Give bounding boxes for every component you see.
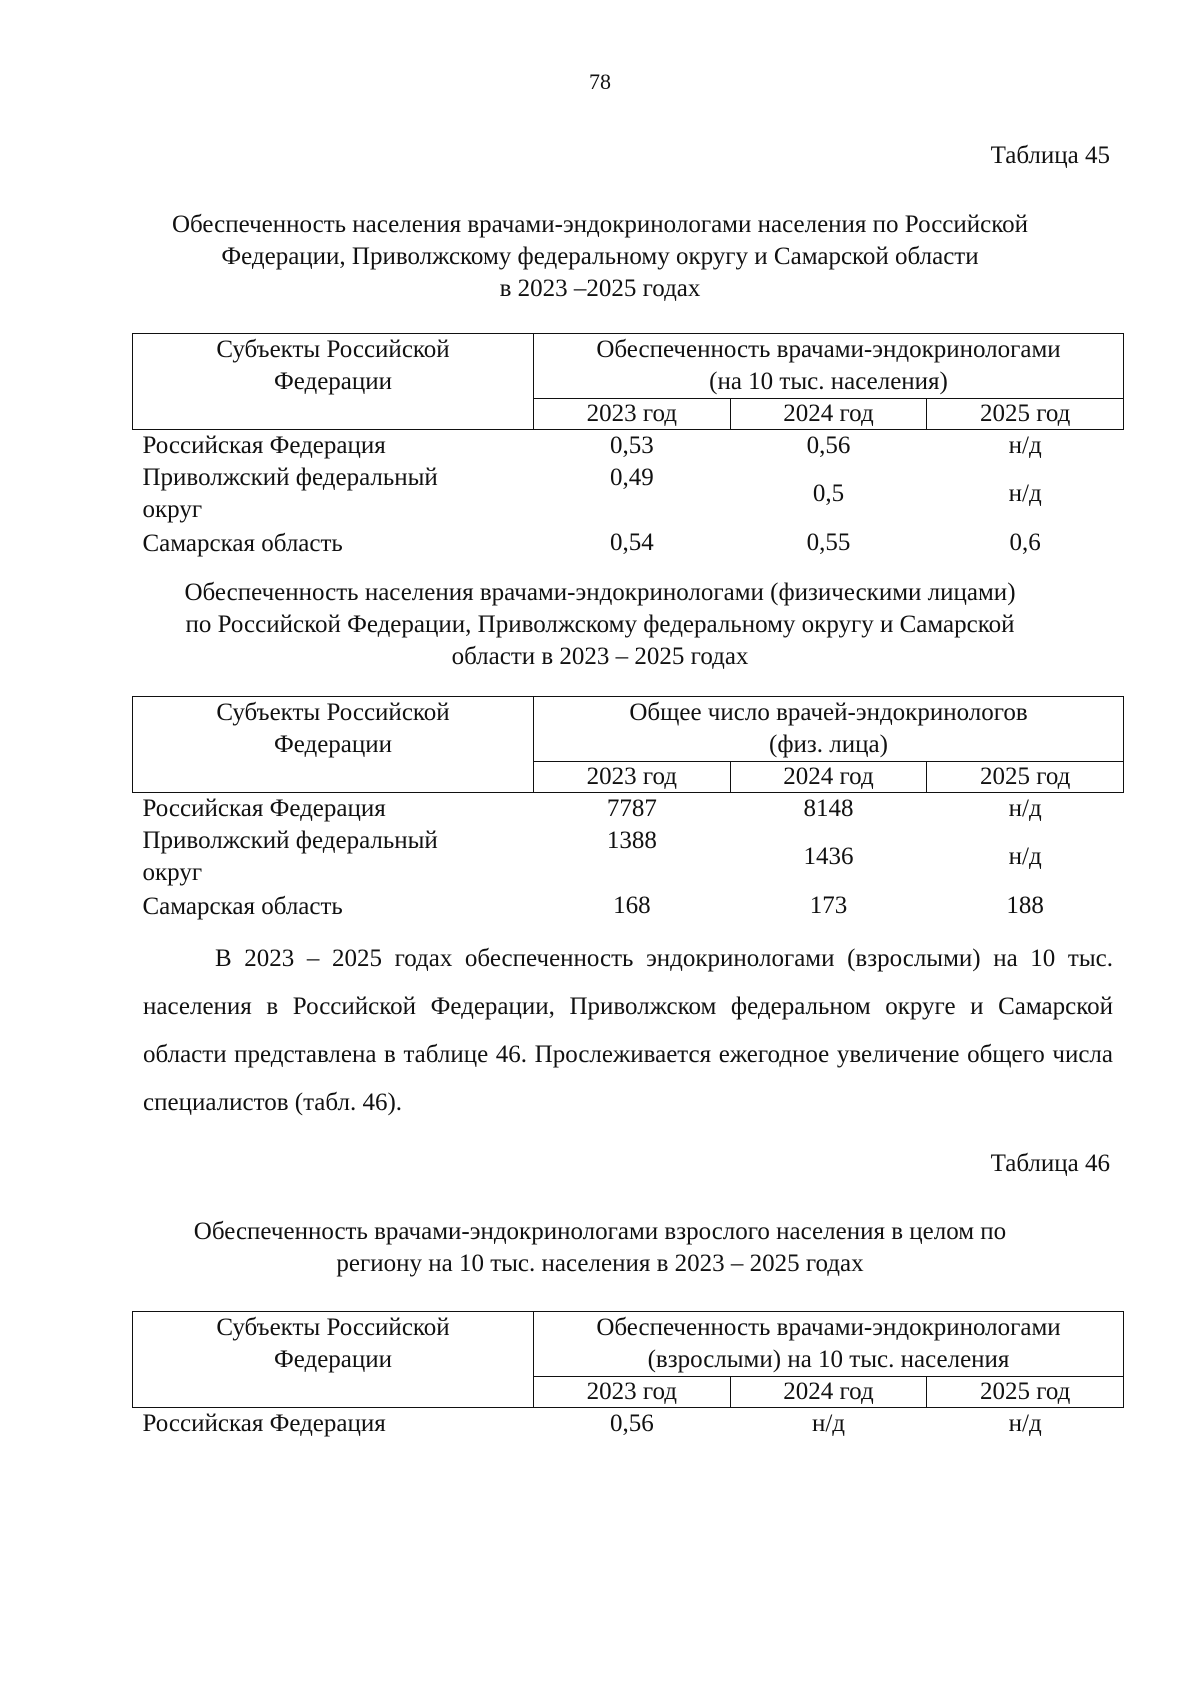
row-name	[133, 825, 534, 889]
header-subject-line: Субъекты Российской	[216, 336, 450, 363]
cell-value: н/д	[1008, 480, 1042, 507]
cell-value: 0,56	[806, 432, 851, 459]
header-year: 2025 год	[927, 1377, 1124, 1408]
cell-value: 7787	[606, 795, 657, 822]
table-row	[133, 793, 1124, 826]
cell-value: 173	[809, 892, 848, 919]
row-name: Самарская область	[142, 893, 343, 920]
header-group-line: Обеспеченность врачами-эндокринологами	[596, 1314, 1061, 1341]
table-row	[133, 430, 1124, 463]
cell-value: 0,56	[609, 1410, 654, 1437]
table-46-caption	[130, 1216, 1070, 1280]
cell-value: 0,54	[609, 529, 654, 556]
table-46-label: Таблица 46	[990, 1150, 1110, 1177]
header-group-line: (на 10 тыс. населения)	[709, 368, 948, 395]
row-name-line: округ	[142, 496, 203, 523]
header-group-line: (взрослыми) на 10 тыс. населения	[647, 1346, 1010, 1373]
table-46	[132, 1311, 1124, 1440]
table-45	[132, 333, 1124, 560]
header-year: 2023 год	[534, 762, 731, 793]
caption-line: по Российской Федерации, Приволжскому федеральному округу и Самарской	[185, 611, 1015, 638]
caption-line: в 2023 –2025 годах	[499, 275, 701, 302]
header-year: 2024 год	[730, 1377, 927, 1408]
cell-value: 168	[613, 892, 651, 919]
header-subject	[133, 334, 534, 430]
caption-line: Обеспеченность населения врачами-эндокринологами (физическими лицами)	[184, 579, 1016, 606]
row-name: Российская Федерация	[142, 432, 386, 459]
header-year: 2025 год	[927, 762, 1124, 793]
cell-value: н/д	[1008, 843, 1042, 870]
cell-value: 8148	[803, 795, 854, 822]
page-number: 78	[589, 69, 611, 94]
cell-value: 188	[1006, 892, 1044, 919]
table-row	[133, 462, 1124, 526]
body-paragraph: В 2023 – 2025 годах обеспеченность эндокринологами (взрослыми) на 10 тыс. населения в Российской Федерации, Приволжском федеральном округе и Самарской области представлена в таблице 46. Прослеживается ежегодное увеличение общего числа специалистов (табл. 46).	[143, 945, 1113, 1116]
header-year: 2024 год	[730, 399, 927, 430]
row-name: Российская Федерация	[142, 1410, 386, 1437]
header-subject	[133, 1312, 534, 1408]
cell-value: н/д	[1008, 795, 1042, 822]
cell-value: 0,6	[1009, 529, 1041, 556]
caption-line: области в 2023 – 2025 годах	[451, 643, 749, 670]
row-name-line: Приволжский федеральный	[142, 464, 438, 491]
header-year: 2025 год	[927, 399, 1124, 430]
cell-value: 1436	[803, 843, 854, 870]
cell-value: 0,5	[812, 480, 845, 507]
cell-value: 0,55	[806, 529, 851, 556]
header-year: 2023 год	[534, 1377, 731, 1408]
table-row	[133, 889, 1124, 923]
header-group-line: Обеспеченность врачами-эндокринологами	[596, 336, 1061, 363]
header-year: 2024 год	[730, 762, 927, 793]
header-subject-line: Федерации	[273, 368, 393, 395]
header-subject-line: Федерации	[273, 731, 393, 758]
table-45b	[132, 696, 1124, 923]
header-group-line: (физ. лица)	[769, 731, 888, 758]
header-group	[534, 334, 1124, 399]
header-subject-line: Федерации	[273, 1346, 393, 1373]
row-name-line: округ	[142, 859, 203, 886]
cell-value: н/д	[1008, 1410, 1042, 1437]
caption-line: Федерации, Приволжскому федеральному округу и Самарской области	[221, 243, 979, 270]
caption-line: Обеспеченность населения врачами-эндокринологами населения по Российской	[171, 211, 1029, 238]
table-45b-caption	[130, 577, 1070, 673]
row-name: Российская Федерация	[142, 795, 386, 822]
header-year: 2023 год	[534, 399, 731, 430]
table-row	[133, 1408, 1124, 1441]
table-row	[133, 825, 1124, 889]
cell-value: 0,53	[609, 432, 654, 459]
header-group	[534, 697, 1124, 762]
table-row	[133, 526, 1124, 560]
table-45-caption	[130, 209, 1070, 305]
header-subject	[133, 697, 534, 793]
cell-value: н/д	[1008, 432, 1042, 459]
cell-value: 1388	[606, 827, 657, 854]
table-45-label: Таблица 45	[990, 142, 1110, 169]
caption-line: Обеспеченность врачами-эндокринологами взрослого населения в целом по	[193, 1218, 1007, 1245]
row-name: Самарская область	[142, 530, 343, 557]
header-subject-line: Субъекты Российской	[216, 699, 450, 726]
row-name-line: Приволжский федеральный	[142, 827, 438, 854]
header-group	[534, 1312, 1124, 1377]
header-subject-line: Субъекты Российской	[216, 1314, 450, 1341]
cell-value: н/д	[811, 1410, 845, 1437]
caption-line: региону на 10 тыс. населения в 2023 – 2025 годах	[336, 1250, 864, 1277]
row-name	[133, 462, 534, 526]
header-group-line: Общее число врачей-эндокринологов	[629, 699, 1028, 726]
cell-value: 0,49	[609, 464, 654, 491]
